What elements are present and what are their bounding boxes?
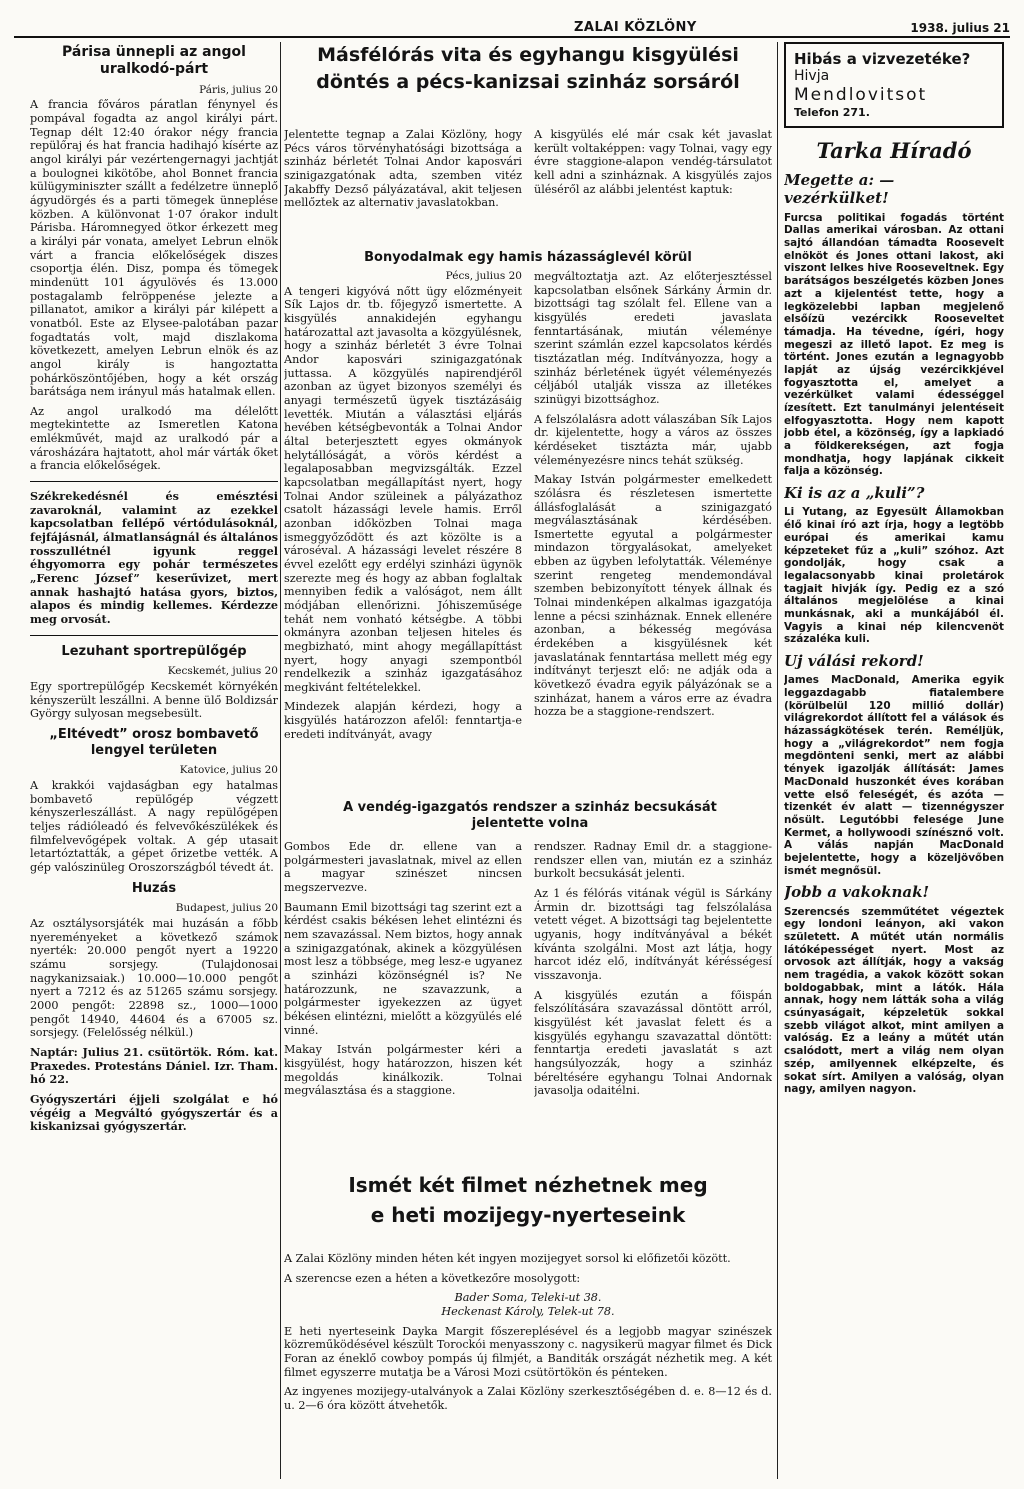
dateline: Pécs, julius 20 [445, 270, 522, 282]
lead-paragraph: Jelentette tegnap a Zalai Közlöny, hogy Pécs város törvényhatósági bizottsága a szinház bérletét Tolnai Andor kaposvári szinigazgatónak adta, szemben vitéz Jakabffy Dezső pályázatával, akit teljesen mellőztek az alternativ javaslatokban. [284, 128, 522, 210]
advertisement-text: Székrekedésnél és emésztési zavaroknál, valamint az ezekkel kapcsolatban fellépő vértódulásoknál, fejfájásnál, álmatlanságnál és általános rosszullétnél igyunk reggel éhgyomorra egy pohár természetes „Ferenc József” keserűvizet, mert annak hashajtó hatása gyors, biztos, alapos és mindig kellemes. Kérdezze meg orvosát. [30, 489, 278, 627]
article-paragraph: Az osztálysorsjáték mai huzásán a főbb nyereményeket a következő számok nyerték: 20.000 pengőt nyert a 19220 számu sorsjegy. (Tulajdonosai nagykanizsaiak.) 10.000—10.000 pengőt nyert a 7212 és az 51265 számu sorsjegy. 2000 pengőt: 22898 sz., 1000—1000 pengőt 14940, 44604 és a 67005 sz. sorsjegy. (Felelősség nélkül.) [30, 917, 278, 1040]
plumber-advertisement [784, 42, 1004, 128]
article-paragraph: Makay István polgármester emelkedett szólásra és részletesen ismertette állásfoglalását a szinigazgató megválasztásának kérdésében. Ismertette egyutal a polgármester mindazon törgyalásokat, amelyeket ebben az ügyben lefolytatták. Véleménye szerint rengeteg mendemondával szemben bebizonyított tények állnak és Tolnai mindenképen alkalmas igazgatója lenne a pécsi szinháznak. Ennek ellenére azonban, a békesség megóvása érdekében a kisgyülésnek két javaslatának fenntartása mellett még egy indítványt terjeszt elő: ne adják oda a következő évadra egyik pályázónak se a szinházat, hanem a város erre az évadra hozza be a staggione-rendszert. [534, 473, 772, 719]
article-title: Párisa ünnepli az angol uralkodó-párt [62, 44, 246, 77]
article-paragraph: A Zalai Közlöny minden héten két ingyen mozijegyet sorsol ki előfizetői között. [284, 1252, 731, 1265]
item-title: Ki is az a „kuli”? [784, 484, 925, 503]
divider [30, 481, 278, 482]
column-4 [784, 42, 1004, 1479]
masthead [14, 10, 1010, 38]
article-paragraph: A krakkói vajdaságban egy hatalmas bombavető repülőgép végzett kényszerleszállást. A nagy repülőgépen teljes rádióleadó és felvevőkészülékek és filmfelvevőgépek voltak. A gép utasait letartóztatták, a gépet őrizetbe vették. A gép valószinüleg Oroszországból tévedt át. [30, 779, 278, 874]
winner-name: Heckenast Károly, Telek-ut 78. [441, 1304, 615, 1318]
item-text: Szerencsés szemműtétet végeztek egy londoni leányon, aki vakon született. A műtét után normális látóképességet nyert. Most az orvosok azt állítják, hogy a vakság nem tragédia, a vakok között sokan boldogabbak, mint a látók. Hála annak, hogy nem látták soha a világ csúnyaságait, képzeletük sokkal szebb világot alkot, mint amilyen a valóság. Ez a leány a műtét után csalódott, mert a világ nem olyan szép, amilyennek elképzelte, és sokat sírt. Amilyen a valóság, olyan nagy, amilyen nagyon. [784, 905, 1004, 1096]
ad-name: Mendlovitsot [794, 85, 928, 106]
article-paragraph: megváltoztatja azt. Az előterjesztéssel kapcsolatban elsőnek Sárkány Ármin dr. bizottsági tag szólalt fel. Ellene van a kisgyülés eredeti javaslata fenntartásának, miután véleménye szerint számlán ezzel kapcsolatos kérdés tisztázatlan még. Indítványozza, hogy a szinház bérletének ügyét véleményezés céljából utalják vissza az illetékes szinügyi bizottsághoz. [534, 270, 772, 406]
ad-phone: Telefon 271. [794, 106, 870, 120]
article-paragraph: Makay István polgármester kéri a kisgyülést, hogy határozzon, hiszen két megoldás kinálkozik. Tolnai megválasztása és a staggione. [284, 1043, 522, 1098]
article-paragraph: Gombos Ede dr. ellene van a polgármesteri javaslatnak, mivel az ellen a magyar szinészet nincsen megszervezve. [284, 840, 522, 894]
article-paragraph: A francia főváros páratlan fénynyel és pompával fogadta az angol királyi párt. Tegnap délt 12:40 órakor négy francia repülőraj és hat francia hadihajó kísérte az angol királyi pár vezértengernagyi jachtját a boulognei kikötőbe, ahol Bonnet francia külügyminiszter szállt a fedélzetre ünneplő ágyudörgés és a parti tömegek ünneplése közben. A különvonat 1·07 órakor indult Párisba. Háromnegyed ötkor érkezett meg a királyi pár vonata, amelyet Lebrun elnök várt a francia előkelőségek diszes csoportja élén. Disz, pompa és tömegek mindenütt 101 ágyulövés és 13.000 postagalamb felröppenése jelezte a pillanatot, amikor a királyi pár kilépett a vonatból. Este az Elysee-palotában pazar fogadtatás volt, majd diszlakoma következett, amelyen Lebrun elnök és az angol király is hangoztatta pohárköszöntőjében, hogy a két ország barátsága nem irányul más hatalmak ellen. [30, 98, 278, 399]
film-article [284, 1252, 772, 1480]
lead-paragraph: A kisgyülés elé már csak két javaslat került voltaképpen: vagy Tolnai, vagy egy évre staggione-alapon vendég-társulatot kell adni a szinháznak. A kisgyülés zajos üléséről az alábbi jelentést kaptuk: [534, 128, 772, 196]
article-title: Huzás [131, 880, 177, 896]
calendar-note: Naptár: Julius 21. csütörtök. Róm. kat. Praxedes. Protestáns Dániel. Izr. Tham. hó 22. [30, 1044, 278, 1087]
article-paragraph: Mindezek alapján kérdezi, hogy a kisgyülés határozzon afelől: fenntartja-e eredeti indítványát, avagy [284, 700, 522, 741]
item-title: Megette a: — vezérkülket! [784, 171, 895, 208]
divider [30, 635, 278, 636]
article-body [284, 840, 772, 1158]
ad-line: Hivja [794, 68, 830, 85]
article-paragraph: Egy sportrepülőgép Kecskemét környékén kényszerült leszállni. A benne ülő Boldizsár György sulyosan megsebesült. [30, 680, 278, 721]
lead-block [284, 128, 772, 246]
article-paragraph: Az angol uralkodó ma délelőtt megtekintette az Ismeretlen Katona emlékművét, majd az uralkodó pár a városházára hajtatott, ahol már várták őket a francia előkelőségek. [30, 404, 278, 473]
dateline: Budapest, julius 20 [175, 902, 278, 915]
item-text: Furcsa politikai fogadás történt Dallas amerikai városban. Az ottani sajtó állandóan támadta Roosevelt elnököt és Jones ottani lakost, aki viszont lelkes hive Rooseveltnek. Egy barátságos beszélgetés közben Jones azt a kijelentést tette, hogy a legközelebbi lapban megjelenő elsőízü vezércikk Rooseveltet támadja. Ha tévedne, ígéri, hogy megeszi az illető lapot. Ez meg is történt. Jones ezután a legnagyobb lapját az újság vezércikkjével fogyasztotta el, amelyet a vezérkülket valami édességgel ízesített. Ezt tanulmányi jelentéseit elfogyasztotta. Hogy nem kapott jobb étel, a közönség, így a lapkiadó a földkerekségen, azt fogja mondhatja, hogy lapjának cikkeit falja a közönség. [784, 211, 1004, 478]
dateline: Kecskemét, julius 20 [167, 665, 278, 678]
ad-headline: Hibás a vizvezetéke? [794, 50, 971, 68]
subheadline: A vendég-igazgatós rendszer a szinház becsukását jelentette volna [343, 800, 717, 831]
section-heading: Tarka Híradó [816, 137, 972, 163]
article-title: „Eltévedt” orosz bombavető lengyel területen [49, 727, 259, 758]
subheadline: Bonyodalmak egy hamis házasságlevél körül [364, 250, 692, 265]
column-rule [280, 42, 281, 1479]
column-rule [777, 42, 778, 1479]
article-paragraph: Az 1 és félórás vitának végül is Sárkány Ármin dr. bizottsági tag felszólalása vetett véget. A bizottsági tag bejelentette ugyanis, hogy indítványával a békét kívánta szolgálni. Most azt látja, hogy harcot idéz elő, indítványát kérésségesí visszavonja. [534, 886, 772, 982]
article-paragraph: A kisgyülés ezután a főispán felszólítására szavazással döntött arról, kisgyülést két javaslat felett és a kisgyülés egyhangu szavazattal döntött: fenntartja eredeti javaslatát s azt hangsúlyozzák, hogy a szinház béreltésére egyhangu Tolnai Andornak javasolja odaitélni. [534, 988, 772, 1098]
issue-date: 1938. julius 21 [910, 21, 1010, 36]
film-section [284, 1170, 772, 1230]
film-headline: Ismét két filmet nézhetnek meg e heti mozijegy-nyerteseink [348, 1173, 708, 1227]
dateline: Páris, julius 20 [199, 83, 278, 96]
article-paragraph: Baumann Emil bizottsági tag szerint ezt a kérdést csakis békésen lehet elintézni és nem szavazással. Nem biztos, hogy annak a szinigazgatónak, akinek a közgyülésen most lesz a többsége, meg lesz-e ugyanez a szinházi közönségnél is? Ne határozzunk, ne szavazzunk, a polgármester igyekezzen az ügyet békésen elintézni, mielőtt a közgyülés elé vinné. [284, 900, 522, 1037]
article-paragraph: rendszer. Radnay Emil dr. a staggione-rendszer ellen van, miután ez a szinház burkolt becsukását jelenti. [534, 840, 772, 881]
article-paragraph: E heti nyerteseink Dayka Margit főszereplésével és a legjobb magyar szinészek közreműködésével készült Torockói menyasszony c. nagysikerü magyar filmet és Dick Foran az éneklő cowboy pompás új filmjét, a Banditák országát nézhetik meg. A két filmet egyszerre mutatja be a Városi Mozi csütörtökön és pénteken. [284, 1324, 772, 1379]
main-headline: Másfélórás vita és egyhangu kisgyülési döntés a pécs-kanizsai szinház sorsáról [316, 44, 740, 93]
article-paragraph: A szerencse ezen a héten a következőre mosolygott: [284, 1271, 581, 1285]
item-title: Jobb a vakoknak! [784, 883, 930, 902]
newspaper-title: ZALAI KÖZLÖNY [574, 20, 697, 36]
article-title: Lezuhant sportrepülőgép [61, 643, 247, 659]
item-text: James MacDonald, Amerika egyik leggazdagabb fiatalembere (körülbelül 120 millió dollár) világrekordot állított fel a válások és házasságkötések terén. Reméljük, hogy a „világrekordot” nem fogja megdönteni senki, mert az alábbi tények igazolják állítását: James MacDonald huszonkét éves korában vette első feleségét, és azóta — tizenkét év alatt — tizennégyszer nősült. Legutóbbi felesége June Kermet, a hollywoodi színésznő volt. A válás napján MacDonald bejelentette, hogy a közeljövőben ismét megnősül. [784, 674, 1004, 877]
item-title: Uj válási rekord! [784, 652, 924, 671]
item-text: Li Yutang, az Egyesült Államokban élő kinai író azt írja, hogy a legtöbb európai és amerikai kamu képzeteket fűz a „kuli” szóhoz. Azt gondolják, hogy csak a legalacsonyabb kinai proletárok tagjait hivják így. Pedig ez a szó általános megjelölése a kinai munkásnak, aki a munkájából él. Vagyis a kinai nép kilencvenöt százaléka kuli. [784, 506, 1004, 646]
winner-name: Bader Soma, Teleki-ut 38. [454, 1291, 602, 1305]
article-paragraph: A felszólalásra adott válaszában Sík Lajos dr. kijelentette, hogy a város az összes kérdéseket tisztázta már, ujabb véleményezésre nincs tehát szükség. [534, 412, 772, 467]
article-paragraph: Az ingyenes mozijegy-utalványok a Zalai Közlöny szerkesztőségében d. e. 8—12 és d. u. 2—6 óra között átvehetők. [284, 1385, 772, 1412]
article-body [284, 270, 772, 778]
column-1 [30, 42, 278, 1479]
dateline: Katovice, julius 20 [179, 764, 278, 777]
article-paragraph: A tengeri kigyóvá nőtt ügy előzményeit Sík Lajos dr. tb. főjegyző ismertette. A kisgyülés annakidején egyhangu határozattal azt javasolta a közgyülésnek, hogy a szinház bérletét 3 évre Tolnai Andor kaposvári szinigazgatónak juttassa. A közgyülés napirendjéről azonban az ügyet bizonyos személyi és anyagi természetű ügyek tisztázásáig levették. Miután a választási eljárás hevében kétségbevonták a Tolnai Andor által beterjesztett egyes okmányok helytállóságát, a vörös kérdést a legalaposabban megvizsgálták. Ezzel kapcsolatban megállapítást nyert, hogy Tolnai Andor szüleinek a pályázathoz csatolt házassági levele hamis. Erről azonban időközben Tolnai maga ismeggyőződött és azt közölte is a városéval. A házassági levelet részére 8 évvel ezelőtt egy erdélyi szinházi ügynök szerezte meg és hogy az abban foglaltak mennyiben fedik a valóságot, nem állt módjában ellenőrizni. Jóhiszeműsége tehát nem vonható kétségbe. A többi okmányra azonban teljesen hiteles és megbizható, mint ahogy megállapíttást nyert, hogy anyagi szempontból rendelkezik a szinház igazgatásához megkivánt feltételekkel. [284, 284, 522, 694]
pharmacy-note: Gyógyszertári éjjeli szolgálat e hó végéig a Megváltó gyógyszertár és a kiskanizsai gyógyszertár. [30, 1091, 278, 1134]
